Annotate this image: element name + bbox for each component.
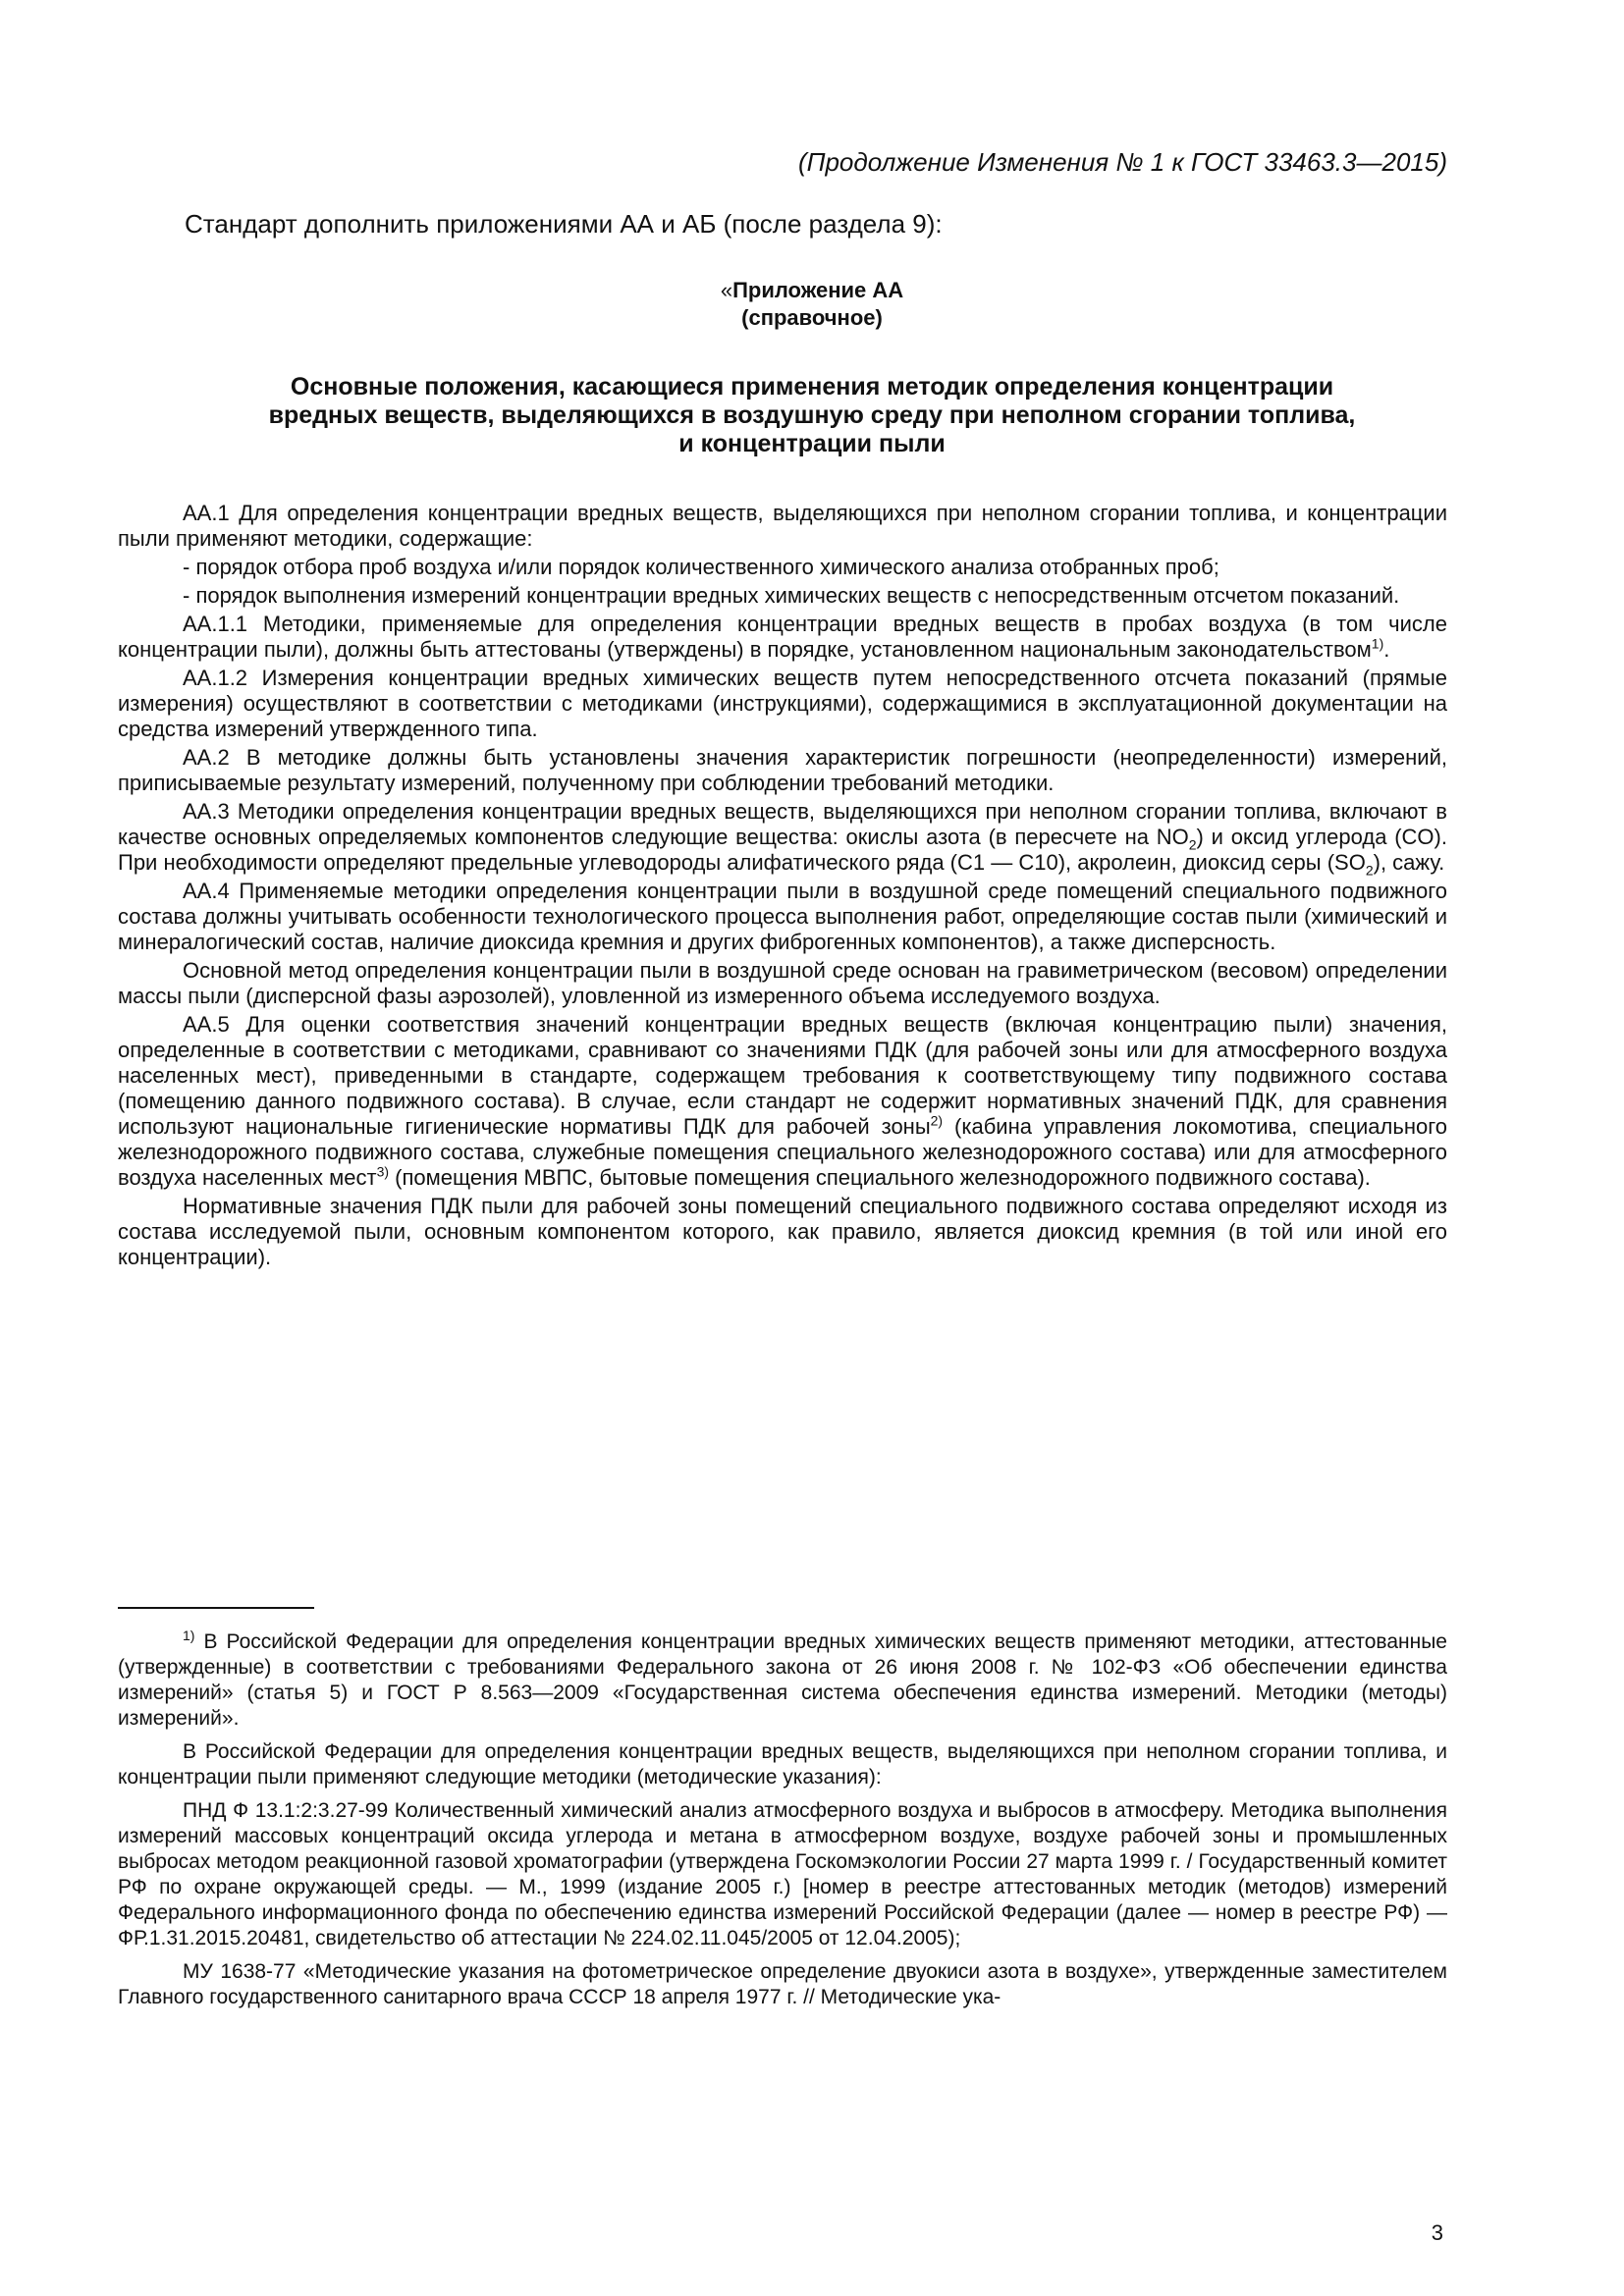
main-title-line-2: вредных веществ, выделяющихся в воздушную среду при неполном сгорании топлива, (268, 401, 1356, 429)
footnote-ref-2: 2) (930, 1112, 944, 1129)
paragraph-aa1-item-2: - порядок выполнения измерений концентрации вредных химических веществ с непосредственным отсчетом показаний. (183, 583, 1400, 608)
paragraph-aa4: АА.4 Применяемые методики определения концентрации пыли в воздушной среде помещений специального подвижного состава должны учитывать особенности технологического процесса выполнения работ, определяющие состав пыли (химический и минералогический состав, наличие диоксида кремния и других фиброгенных компонентов), а также дисперсность. (118, 879, 1447, 954)
aa11-text: АА.1.1 Методики, применяемые для определения концентрации вредных веществ в пробах воздуха (в том числе концентрации пыли), должны быть аттестованы (утверждены) в порядке, установленном национальным законодательством (118, 612, 1447, 662)
paragraph-aa4-method: Основной метод определения концентрации пыли в воздушной среде основан на гравиметрическом (весовом) определении массы пыли (дисперсной фазы аэрозолей), уловленной из измеренного объема исследуемого воздуха. (118, 958, 1447, 1008)
aa3-text-a: АА.3 Методики определения концентрации вредных веществ, выделяющихся при неполном сгорании топлива, включают в качестве основных определяемых компонентов следующие вещества: окислы азота (в пересчете на NO (118, 799, 1447, 849)
footnote-1-paragraph-2: В Российской Федерации для определения концентрации вредных веществ, выделяющихся при неполном сгорании топлива, и концентрации пыли применяют следующие методики (методические указания): (118, 1740, 1447, 1789)
paragraph-norm: Нормативные значения ПДК пыли для рабочей зоны помещений специального подвижного состава определяют исходя из состава исследуемой пыли, основным компонентом которого, как правило, является диоксид кремния (в той или иной его концентрации). (118, 1194, 1447, 1269)
paragraph-aa2: АА.2 В методике должны быть установлены значения характеристик погрешности (неопределенности) измерений, приписываемые результату измерений, полученному при соблюдении требований методики. (118, 745, 1447, 795)
main-title (137, 373, 1487, 458)
body-text (118, 501, 1447, 1273)
footnote-1 (118, 1629, 1447, 1732)
paragraph-aa1-item-1: - порядок отбора проб воздуха и/или порядок количественного химического анализа отобранных проб; (183, 555, 1219, 579)
footnote-1-text: В Российской Федерации для определения концентрации вредных химических веществ применяют методики, аттестованные (утвержденные) в соответствии с требованиями Федерального закона от 26 июня 2008 г. № 102-ФЗ «Об обеспечении единства измерений» (статья 5) и ГОСТ Р 8.563—2009 «Государственная система обеспечения единства измерений. Методики (методы) измерений». (118, 1630, 1447, 1730)
main-title-line-1: Основные положения, касающиеся применения методик определения концентрации (290, 373, 1334, 400)
aa11-end: . (1383, 637, 1390, 662)
footnote-divider (118, 1607, 314, 1609)
aa5-text-c: (помещения МВПС, бытовые помещения специального железнодорожного подвижного состава). (389, 1165, 1371, 1190)
open-quote: « (720, 278, 733, 302)
main-title-line-3: и концентрации пыли (678, 430, 946, 457)
paragraph-aa1: АА.1 Для определения концентрации вредных веществ, выделяющихся при неполном сгорании топлива, и концентрации пыли применяют методики, содержащие: (118, 501, 1447, 551)
intro-text: Стандарт дополнить приложениями АА и АБ (после раздела 9): (185, 209, 943, 239)
appendix-heading (0, 277, 1624, 332)
no2-subscript: 2 (1188, 836, 1197, 853)
aa3-text-b: ) и оксид углерода (CO). При необходимости определяют предельные углеводороды алифатического ряда (С1 — С10), акролеин, диоксид серы (SO (118, 825, 1447, 875)
footnote-ref-1: 1) (1371, 635, 1384, 652)
aa3-text-c: ), сажу. (1373, 850, 1445, 875)
paragraph-aa3 (118, 799, 1447, 879)
paragraph-aa1-2: АА.1.2 Измерения концентрации вредных химических веществ путем непосредственного отсчета показаний (прямые измерения) осуществляют в соответствии с методиками (инструкциями), содержащимися в эксплуатационной документации на средства измерений утвержденного типа. (118, 666, 1447, 741)
continuation-header: (Продолжение Изменения № 1 к ГОСТ 33463.3—2015) (797, 147, 1447, 177)
so2-subscript: 2 (1365, 862, 1374, 879)
footnote-1-mark: 1) (183, 1628, 195, 1643)
appendix-label: Приложение АА (732, 278, 904, 302)
appendix-type: (справочное) (741, 305, 883, 330)
footnote-ref-3: 3) (376, 1163, 390, 1180)
footnote-1-paragraph-4: МУ 1638-77 «Методические указания на фотометрическое определение двуокиси азота в воздухе», утвержденные заместителем Главного государственного санитарного врача СССР 18 апреля 1977 г. // Методические ука- (118, 1960, 1447, 2008)
aa5-text-b: (кабина управления локомотива, специального железнодорожного подвижного состава, служебные помещения специального железнодорожного состава) или для атмосферного воздуха населенных мест (118, 1114, 1447, 1190)
page-number: 3 (1431, 2220, 1443, 2245)
aa5-text-a: АА.5 Для оценки соответствия значений концентрации вредных веществ (включая концентрацию пыли) значения, определенные в соответствии с методиками, сравнивают со значениями ПДК (для рабочей зоны или для атмосферного воздуха населенных мест), приведенными в стандарте, содержащем требования к соответствующему типу подвижного состава (помещению данного подвижного состава). В случае, если стандарт не содержит нормативных значений ПДК, для сравнения используют национальные гигиенические нормативы ПДК для рабочей зоны (118, 1012, 1447, 1139)
footnotes (118, 1629, 1447, 2018)
paragraph-aa1-1 (118, 612, 1447, 663)
footnote-1-paragraph-3: ПНД Ф 13.1:2:3.27-99 Количественный химический анализ атмосферного воздуха и выбросов в атмосферу. Методика выполнения измерений массовых концентраций оксида углерода и метана в атмосферном воздухе, воздухе рабочей зоны и промышленных выбросах методом реакционной газовой хроматографии (утверждена Госкомэкологии России 27 марта 1999 г. / Государственный комитет РФ по охране окружающей среды. — М., 1999 (издание 2005 г.) [номер в реестре аттестованных методик (методов) измерений Федерального информационного фонда по обеспечению единства измерений Российской Федерации (далее — номер в реестре РФ) — ФР.1.31.2015.20481, свидетельство об аттестации № 224.02.11.045/2005 от 12.04.2005); (118, 1799, 1447, 1949)
paragraph-aa5 (118, 1012, 1447, 1191)
